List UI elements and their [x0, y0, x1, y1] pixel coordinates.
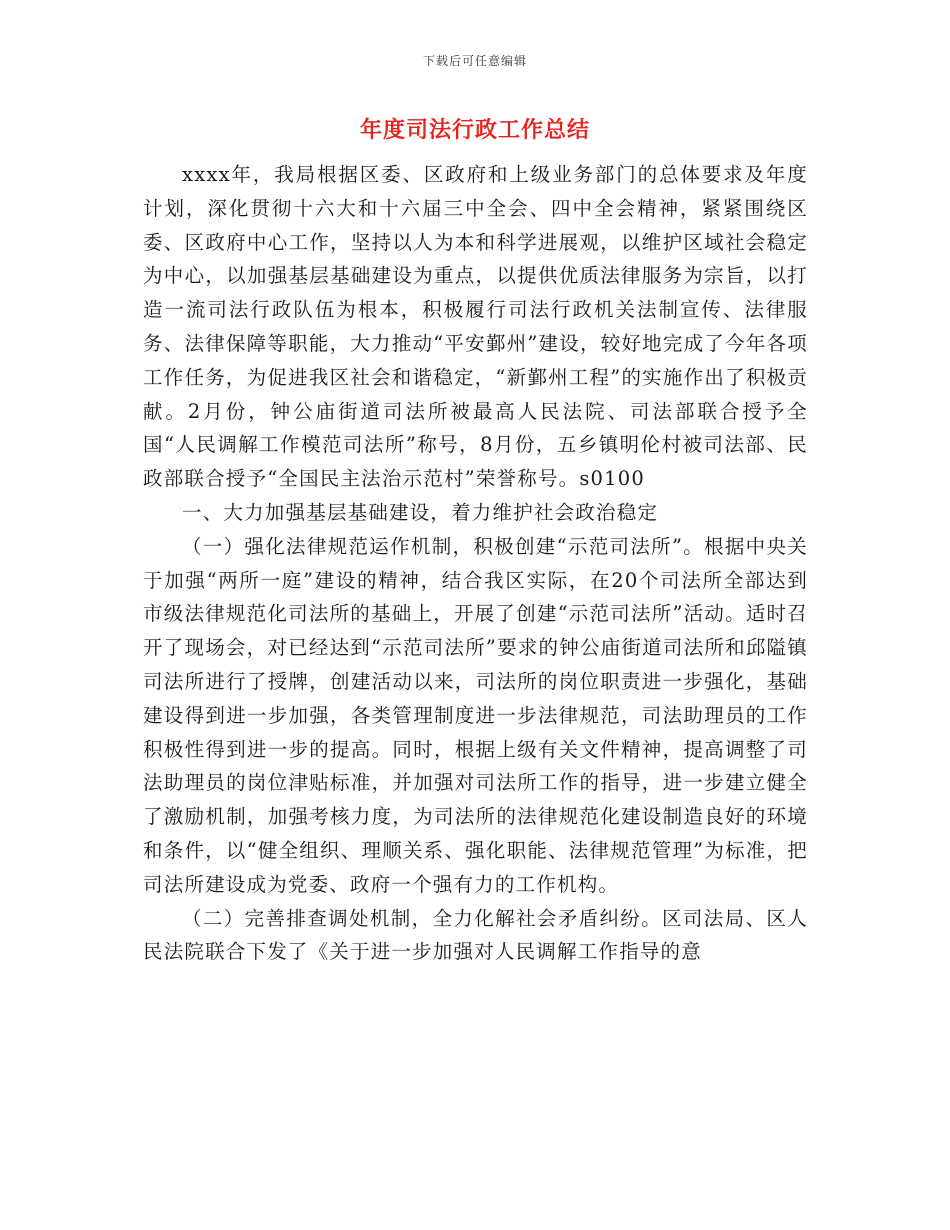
document-title: 年度司法行政工作总结	[359, 117, 590, 143]
paragraph-intro: xxxx年，我局根据区委、区政府和上级业务部门的总体要求及年度计划，深化贯彻十六大和十六届三中全会、四中全会精神，紧紧围绕区委、区政府中心工作，坚持以人为本和科学进展观，以维护区域社会稳定为中心，以加强基层基础建设为重点，以提供优质法律服务为宗旨，以打造一流司法行政队伍为根本，积极履行司法行政机关法制宣传、法律服务、法律保障等职能，大力推动“平安鄞州”建设，较好地完成了今年各项工作任务，为促进我区社会和谐稳定，“新鄞州工程”的实施作出了积极贡献。2月份，钟公庙街道司法所被最高人民法院、司法部联合授予全国“人民调解工作模范司法所”称号，8月份，五乡镇明伦村被司法部、民政部联合授予“全国民主法治示范村”荣誉称号。s0100	[143, 163, 808, 491]
paragraph-1-2: （二）完善排查调处机制，全力化解社会矛盾纠纷。区司法局、区人民法院联合下发了《关于进一步加强对人民调解工作指导的意	[143, 906, 808, 964]
document-body	[143, 158, 808, 969]
paragraph-1-1: （一）强化法律规范运作机制，积极创建“示范司法所”。根据中央关于加强“两所一庭”建设的精神，结合我区实际，在20个司法所全部达到市级法律规范化司法所的基础上，开展了创建“示范司法所”活动。适时召开了现场会，对已经达到“示范司法所”要求的钟公庙街道司法所和邱隘镇司法所进行了授牌，创建活动以来，司法所的岗位职责进一步强化，基础建设得到进一步加强，各类管理制度进一步法律规范，司法助理员的工作积极性得到进一步的提高。同时，根据上级有关文件精神，提高调整了司法助理员的岗位津贴标准，并加强对司法所工作的指导，进一步建立健全了激励机制，加强考核力度，为司法所的法律规范化建设制造良好的环境和条件，以“健全组织、理顺关系、强化职能、法律规范管理”为标准，把司法所建设成为党委、政府一个强有力的工作机构。	[143, 534, 808, 896]
page-header-note: 下载后可任意编辑	[422, 54, 527, 68]
section-heading-1: 一、大力加强基层基础建设，着力维护社会政治稳定	[182, 500, 659, 524]
